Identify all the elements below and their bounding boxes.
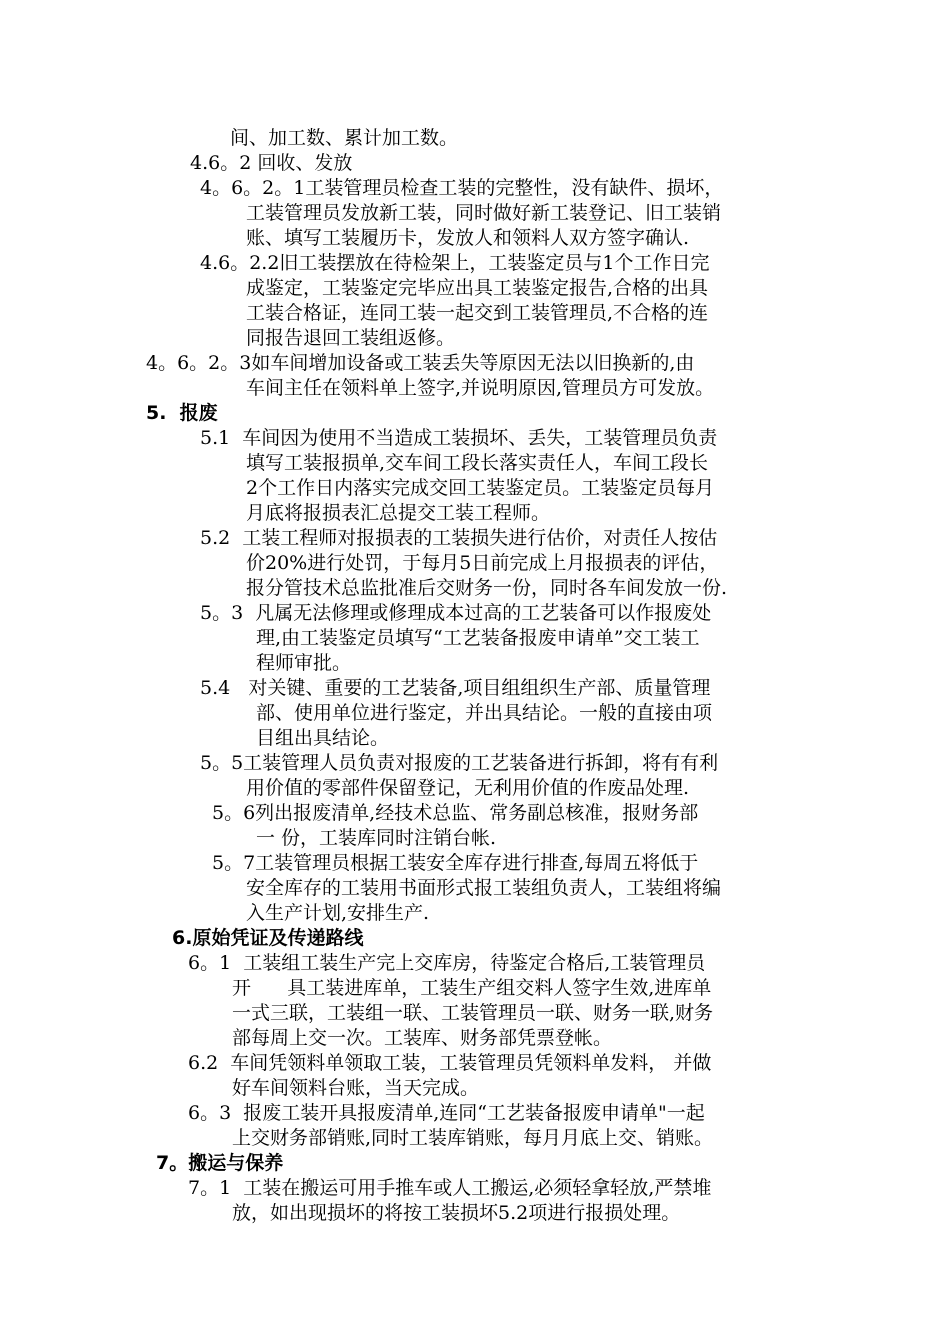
text-line: 成鉴定，工装鉴定完毕应出具工装鉴定报告,合格的出具 — [246, 277, 709, 299]
text-line: 账、填写工装履历卡，发放人和领料人双方签字确认. — [246, 227, 690, 249]
text-line: 2个工作日内落实完成交回工装鉴定员。工装鉴定员每月 — [246, 477, 715, 499]
text-line: 6.2 车间凭领料单领取工装，工装管理员凭领料单发料， 并做 — [188, 1052, 712, 1074]
text-line: 理,由工装鉴定员填写“工艺装备报废申请单”交工装工 — [256, 627, 700, 649]
text-line: 价20%进行处罚，于每月5日前完成上月报损表的评估， — [246, 552, 719, 574]
text-line: 4。6。2。1工装管理员检查工装的完整性，没有缺件、损坏， — [200, 177, 724, 199]
text-line: 一式三联，工装组一联、工装管理员一联、财务一联,财务 — [232, 1002, 714, 1024]
text-line: 5.2 工装工程师对报损表的工装损失进行估价，对责任人按估 — [200, 527, 718, 549]
text-line: 工装合格证，连同工装一起交到工装管理员,不合格的连 — [246, 302, 709, 324]
text-line: 开 具工装进库单，工装生产组交料人签字生效,进库单 — [232, 977, 712, 999]
text-line: 放，如出现损坏的将按工装损坏5.2项进行报损处理。 — [232, 1202, 681, 1224]
text-line: 安全库存的工装用书面形式报工装组负责人，工装组将编 — [246, 877, 722, 899]
section-heading-6: 6.原始凭证及传递路线 — [172, 927, 364, 949]
text-line: 7。1 工装在搬运可用手推车或人工搬运,必须轻拿轻放,严禁堆 — [188, 1177, 712, 1199]
text-line: 工装管理员发放新工装，同时做好新工装登记、旧工装销 — [246, 202, 722, 224]
section-heading-7: 7。搬运与保养 — [156, 1152, 284, 1174]
subsection-heading: 4.6。2 回收、发放 — [190, 152, 353, 174]
text-line: 好车间领料台账，当天完成。 — [232, 1077, 480, 1099]
text-line: 用价值的零部件保留登记，无利用价值的作废品处理. — [246, 777, 690, 799]
text-line: 部、使用单位进行鉴定，并出具结论。一般的直接由项 — [256, 702, 713, 724]
text-line: 目组出具结论。 — [256, 727, 390, 749]
text-line: 4。6。2。3如车间增加设备或工装丢失等原因无法以旧换新的,由 — [146, 352, 695, 374]
text-line: 5。3 凡属无法修理或修理成本过高的工艺装备可以作报废处 — [200, 602, 712, 624]
text-line: 同报告退回工装组返修。 — [246, 327, 456, 349]
text-line: 5。5工装管理人员负责对报废的工艺装备进行拆卸，将有有利 — [200, 752, 719, 774]
text-line: 6。3 报废工装开具报废清单,连同“工艺装备报废申请单"一起 — [188, 1102, 705, 1124]
text-line: 5.4 对关键、重要的工艺装备,项目组组织生产部、质量管理 — [200, 677, 711, 699]
section-heading-5: 5. 报废 — [146, 402, 218, 424]
text-line: 6。1 工装组工装生产完上交库房，待鉴定合格后,工装管理员 — [188, 952, 706, 974]
text-line: 部每周上交一次。工装库、财务部凭票登帐。 — [232, 1027, 613, 1049]
text-line: 报分管技术总监批准后交财务一份，同时各车间发放一份. — [246, 577, 728, 599]
text-line: 程师审批。 — [256, 652, 352, 674]
text-line: 一 份，工装库同时注销台帐. — [256, 827, 497, 849]
text-line: 填写工装报损单,交车间工段长落实责任人，车间工段长 — [246, 452, 709, 474]
text-line: 4.6。2.2旧工装摆放在待检架上，工装鉴定员与1个工作日完 — [200, 252, 710, 274]
text-line: 月底将报损表汇总提交工装工程师。 — [246, 502, 551, 524]
text-line: 5.1 车间因为使用不当造成工装损坏、丢失，工装管理员负责 — [200, 427, 718, 449]
text-line: 车间主任在领料单上签字,并说明原因,管理员方可发放。 — [246, 377, 715, 399]
text-line: 上交财务部销账,同时工装库销账，每月月底上交、销账。 — [232, 1127, 714, 1149]
text-line: 5。7工装管理员根据工装安全库存进行排查,每周五将低于 — [212, 852, 699, 874]
text-line: 5。6列出报废清单,经技术总监、常务副总核准，报财务部 — [212, 802, 699, 824]
text-line: 入生产计划,安排生产. — [246, 902, 430, 924]
text-line: 间、加工数、累计加工数。 — [230, 127, 459, 149]
